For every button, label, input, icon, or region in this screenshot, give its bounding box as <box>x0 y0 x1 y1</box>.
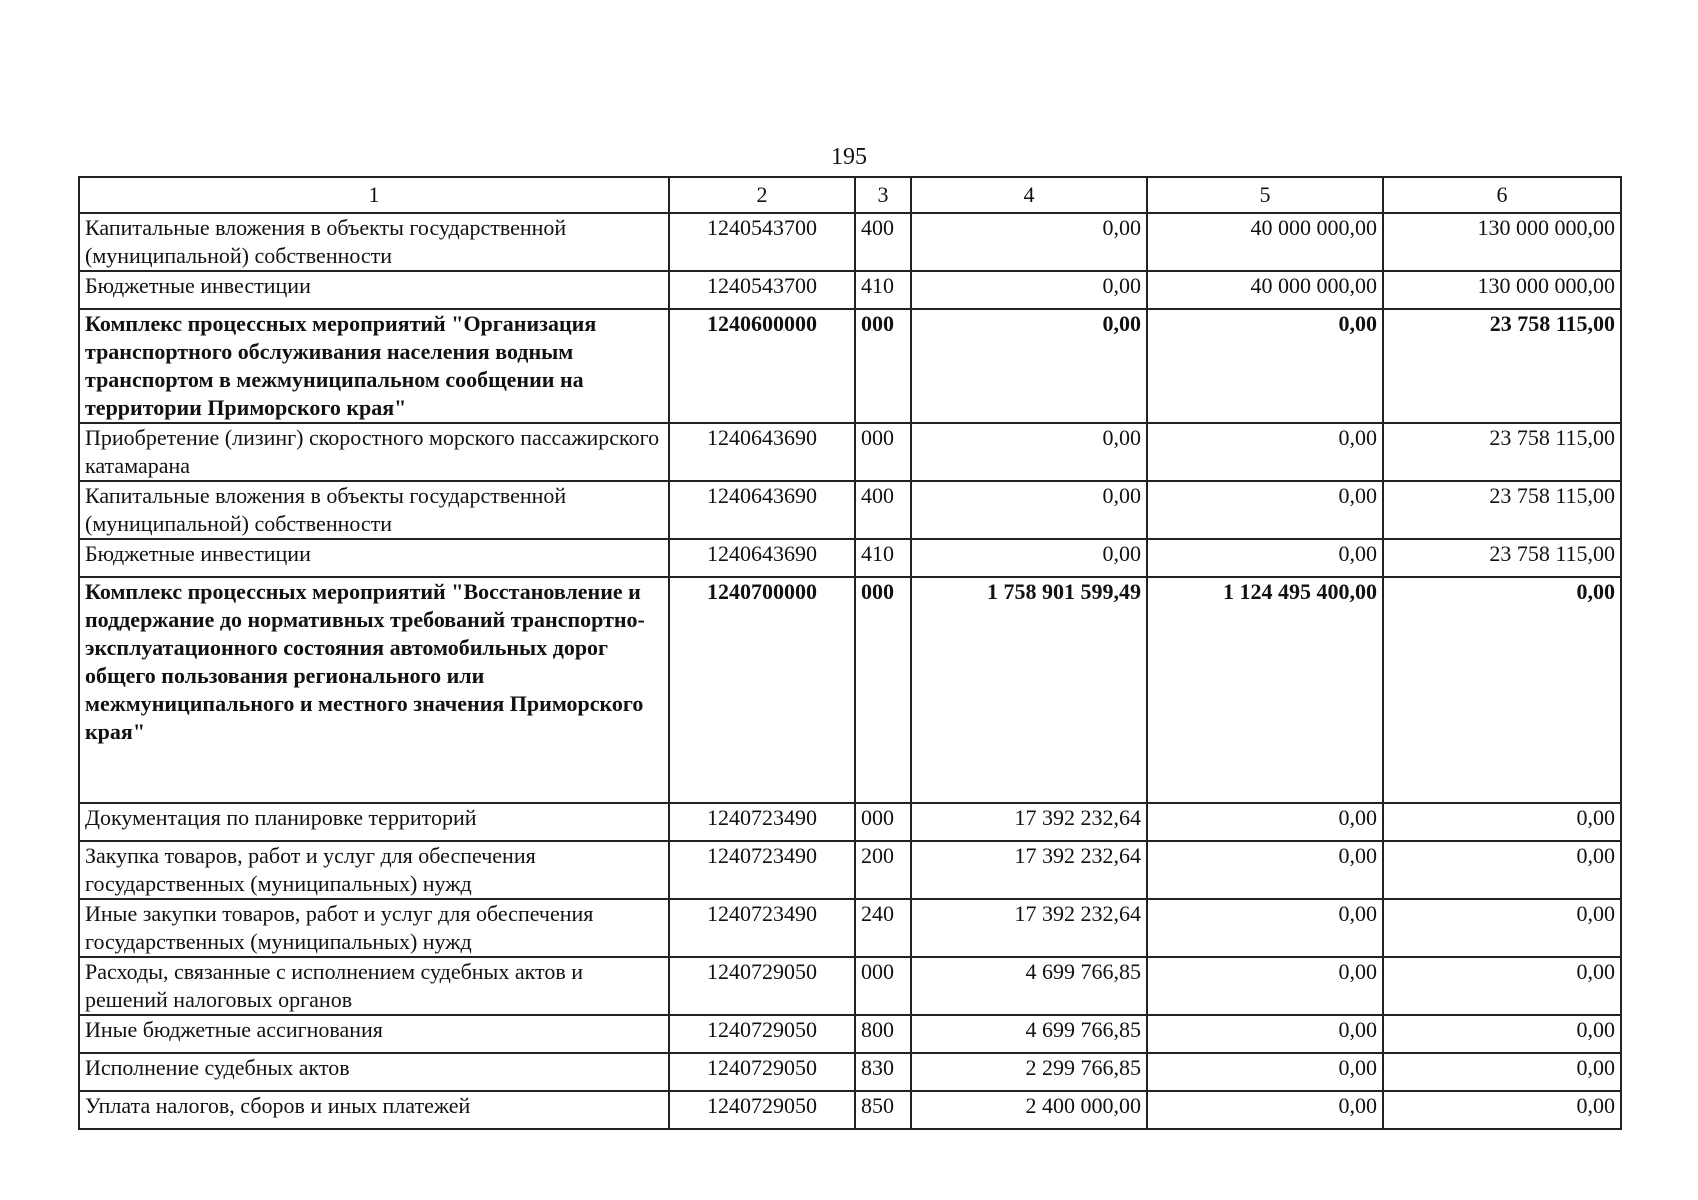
row-target-code: 1240543700 <box>669 213 855 271</box>
row-amount-col-6: 0,00 <box>1383 1015 1621 1053</box>
row-amount-col-4: 17 392 232,64 <box>911 803 1147 841</box>
row-amount-col-5: 0,00 <box>1147 803 1383 841</box>
row-amount-col-6: 0,00 <box>1383 577 1621 803</box>
row-expense-type: 410 <box>855 539 911 577</box>
row-expense-type: 240 <box>855 899 911 957</box>
row-amount-col-4: 17 392 232,64 <box>911 899 1147 957</box>
row-expense-type: 000 <box>855 309 911 423</box>
row-amount-col-4: 0,00 <box>911 309 1147 423</box>
row-name: Закупка товаров, работ и услуг для обеспечения государственных (муниципальных) нужд <box>79 841 669 899</box>
row-amount-col-5: 0,00 <box>1147 1053 1383 1091</box>
row-expense-type: 000 <box>855 803 911 841</box>
table-row <box>79 423 1621 481</box>
row-amount-col-5: 0,00 <box>1147 1091 1383 1129</box>
row-target-code: 1240729050 <box>669 957 855 1015</box>
row-amount-col-4: 2 299 766,85 <box>911 1053 1147 1091</box>
row-target-code: 1240543700 <box>669 271 855 309</box>
row-name: Иные закупки товаров, работ и услуг для обеспечения государственных (муниципальных) нужд <box>79 899 669 957</box>
row-amount-col-6: 0,00 <box>1383 1091 1621 1129</box>
table-row <box>79 481 1621 539</box>
row-amount-col-4: 0,00 <box>911 481 1147 539</box>
header-col-4: 4 <box>911 177 1147 213</box>
row-name: Иные бюджетные ассигнования <box>79 1015 669 1053</box>
row-target-code: 1240729050 <box>669 1053 855 1091</box>
row-target-code: 1240643690 <box>669 423 855 481</box>
row-target-code: 1240643690 <box>669 481 855 539</box>
table-row <box>79 213 1621 271</box>
row-amount-col-6: 130 000 000,00 <box>1383 213 1621 271</box>
row-expense-type: 400 <box>855 481 911 539</box>
row-expense-type: 000 <box>855 423 911 481</box>
row-amount-col-5: 40 000 000,00 <box>1147 271 1383 309</box>
row-amount-col-6: 0,00 <box>1383 803 1621 841</box>
row-target-code: 1240723490 <box>669 841 855 899</box>
row-amount-col-5: 0,00 <box>1147 423 1383 481</box>
table-row <box>79 539 1621 577</box>
row-name: Капитальные вложения в объекты государственной (муниципальной) собственности <box>79 481 669 539</box>
row-amount-col-6: 0,00 <box>1383 1053 1621 1091</box>
row-amount-col-4: 2 400 000,00 <box>911 1091 1147 1129</box>
row-amount-col-4: 0,00 <box>911 539 1147 577</box>
table-row <box>79 309 1621 423</box>
row-name: Капитальные вложения в объекты государственной (муниципальной) собственности <box>79 213 669 271</box>
row-name: Уплата налогов, сборов и иных платежей <box>79 1091 669 1129</box>
row-target-code: 1240600000 <box>669 309 855 423</box>
header-col-6: 6 <box>1383 177 1621 213</box>
row-amount-col-4: 0,00 <box>911 423 1147 481</box>
row-amount-col-4: 0,00 <box>911 213 1147 271</box>
row-name: Комплекс процессных мероприятий "Организация транспортного обслуживания населения водным транспортом в межмуниципальном сообщении на территории Приморского края" <box>79 309 669 423</box>
table-row <box>79 1091 1621 1129</box>
row-amount-col-5: 0,00 <box>1147 539 1383 577</box>
row-name: Приобретение (лизинг) скоростного морского пассажирского катамарана <box>79 423 669 481</box>
row-target-code: 1240723490 <box>669 803 855 841</box>
row-amount-col-4: 17 392 232,64 <box>911 841 1147 899</box>
row-expense-type: 200 <box>855 841 911 899</box>
row-expense-type: 410 <box>855 271 911 309</box>
row-amount-col-4: 1 758 901 599,49 <box>911 577 1147 803</box>
header-row <box>79 177 1621 213</box>
row-amount-col-4: 0,00 <box>911 271 1147 309</box>
row-target-code: 1240729050 <box>669 1091 855 1129</box>
row-target-code: 1240700000 <box>669 577 855 803</box>
row-amount-col-5: 0,00 <box>1147 309 1383 423</box>
row-amount-col-5: 0,00 <box>1147 841 1383 899</box>
row-name: Бюджетные инвестиции <box>79 271 669 309</box>
table-row <box>79 957 1621 1015</box>
table-row <box>79 899 1621 957</box>
header-col-3: 3 <box>855 177 911 213</box>
row-amount-col-5: 0,00 <box>1147 481 1383 539</box>
row-expense-type: 850 <box>855 1091 911 1129</box>
row-amount-col-6: 23 758 115,00 <box>1383 423 1621 481</box>
table-row <box>79 271 1621 309</box>
table-row <box>79 577 1621 803</box>
row-amount-col-5: 1 124 495 400,00 <box>1147 577 1383 803</box>
row-target-code: 1240729050 <box>669 1015 855 1053</box>
table-row <box>79 841 1621 899</box>
row-name: Документация по планировке территорий <box>79 803 669 841</box>
row-amount-col-6: 130 000 000,00 <box>1383 271 1621 309</box>
row-amount-col-4: 4 699 766,85 <box>911 957 1147 1015</box>
table-row <box>79 803 1621 841</box>
table-row <box>79 1053 1621 1091</box>
row-amount-col-6: 0,00 <box>1383 841 1621 899</box>
header-col-5: 5 <box>1147 177 1383 213</box>
page-number: 195 <box>831 144 867 170</box>
row-name: Комплекс процессных мероприятий "Восстановление и поддержание до нормативных требований транспортно-эксплуатационного состояния автомобильных дорог общего пользования регионального или межмуниципального и местного значения Приморского края" <box>79 577 669 803</box>
row-amount-col-5: 0,00 <box>1147 957 1383 1015</box>
row-amount-col-5: 40 000 000,00 <box>1147 213 1383 271</box>
row-amount-col-5: 0,00 <box>1147 899 1383 957</box>
row-expense-type: 830 <box>855 1053 911 1091</box>
row-expense-type: 800 <box>855 1015 911 1053</box>
row-name: Исполнение судебных актов <box>79 1053 669 1091</box>
row-expense-type: 000 <box>855 577 911 803</box>
table-row <box>79 1015 1621 1053</box>
row-amount-col-6: 23 758 115,00 <box>1383 309 1621 423</box>
row-name: Расходы, связанные с исполнением судебных актов и решений налоговых органов <box>79 957 669 1015</box>
row-amount-col-6: 23 758 115,00 <box>1383 481 1621 539</box>
row-amount-col-4: 4 699 766,85 <box>911 1015 1147 1053</box>
row-name: Бюджетные инвестиции <box>79 539 669 577</box>
row-amount-col-6: 23 758 115,00 <box>1383 539 1621 577</box>
row-amount-col-6: 0,00 <box>1383 899 1621 957</box>
row-amount-col-5: 0,00 <box>1147 1015 1383 1053</box>
table-body <box>79 213 1621 1129</box>
row-expense-type: 400 <box>855 213 911 271</box>
row-amount-col-6: 0,00 <box>1383 957 1621 1015</box>
row-target-code: 1240643690 <box>669 539 855 577</box>
header-col-2: 2 <box>669 177 855 213</box>
budget-table <box>78 176 1622 1130</box>
row-target-code: 1240723490 <box>669 899 855 957</box>
header-col-1: 1 <box>79 177 669 213</box>
row-expense-type: 000 <box>855 957 911 1015</box>
